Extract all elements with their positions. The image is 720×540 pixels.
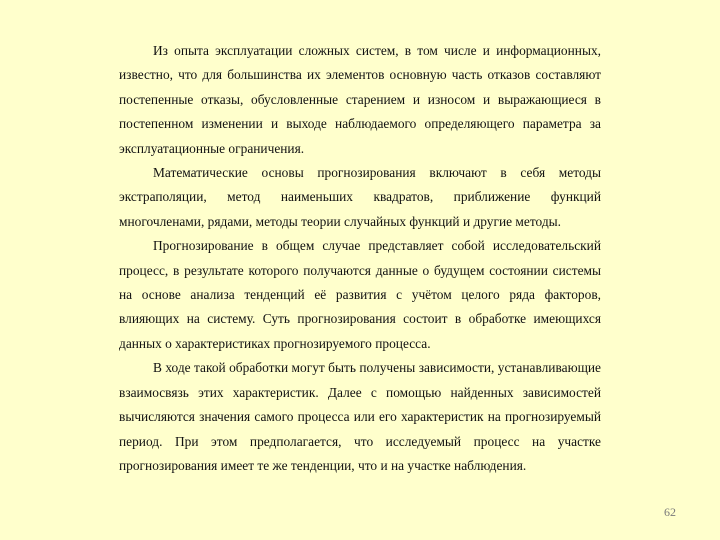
paragraph-3: Прогнозирование в общем случае представляет собой исследовательский процесс, в результате которого получаются данные о будущем состоянии системы на основе анализа тенденций её развития с учётом целого ряда факторов, влияющих на систему. Суть прогнозирования состоит в обработке имеющихся данных о характеристиках прогнозируемого процесса. — [119, 238, 601, 351]
paragraph-1: Из опыта эксплуатации сложных систем, в том числе и информационных, известно, что для большинства их элементов основную часть отказов составляют постепенные отказы, обусловленные старением и износом и выражающиеся в постепенном изменении и выходе наблюдаемого определяющего параметра за эксплуатационные ограничения. — [119, 43, 601, 156]
paragraph-4: В ходе такой обработки могут быть получены зависимости, устанавливающие взаимосвязь этих характеристик. Далее с помощью найденных зависимостей вычисляются значения самого процесса или его характеристик на прогнозируемый период. При этом предполагается, что исследуемый процесс на участке прогнозирования имеет те же тенденции, что и на участке наблюдения. — [119, 360, 601, 473]
body-text — [119, 39, 601, 478]
page-number: 62 — [664, 505, 676, 519]
paragraph-2: Математические основы прогнозирования включают в себя методы экстраполяции, метод наименьших квадратов, приближение функций многочленами, рядами, методы теории случайных функций и другие методы. — [119, 165, 601, 229]
